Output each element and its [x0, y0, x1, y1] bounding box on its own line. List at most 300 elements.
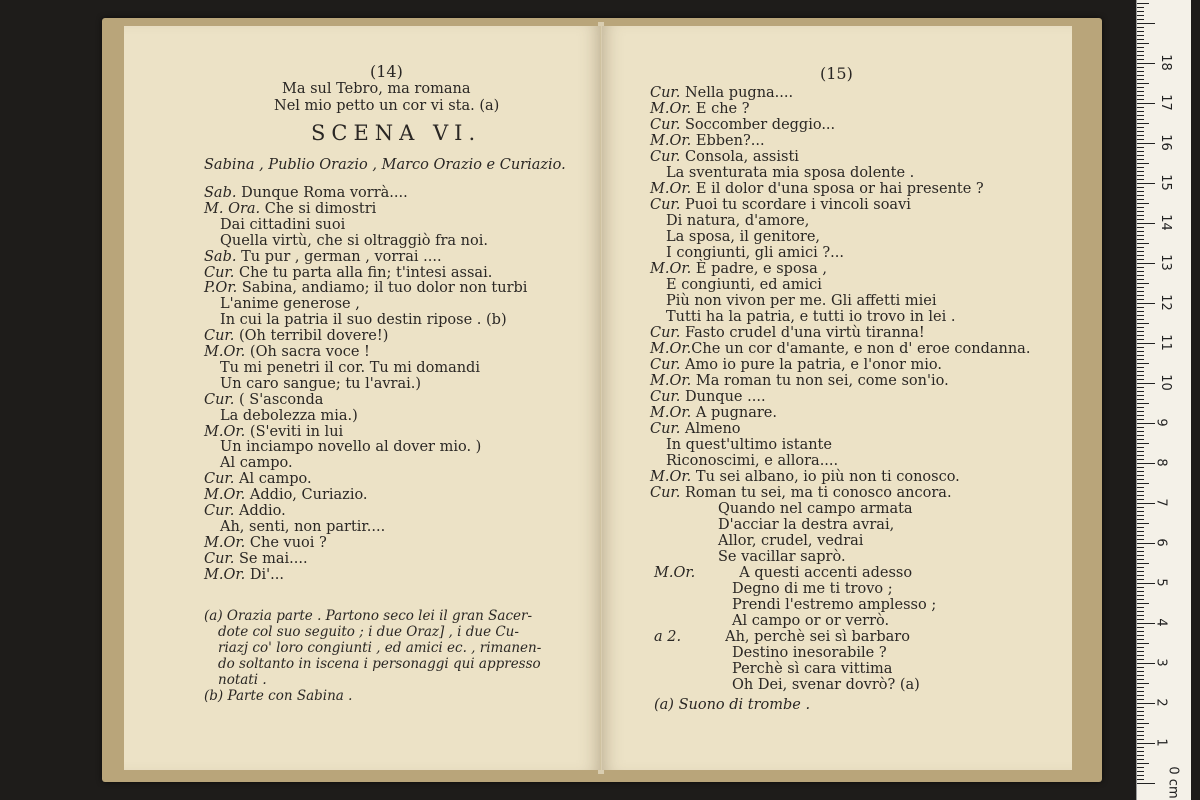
- line-text: Dai cittadini suoi: [220, 216, 346, 233]
- ruler-number: 7: [1153, 498, 1169, 507]
- ruler-tick: [1137, 51, 1144, 52]
- ruler-tick: [1137, 555, 1144, 556]
- dialogue-line: [650, 486, 952, 502]
- ruler-tick: [1137, 39, 1144, 40]
- speaker-name: M.Or.: [654, 565, 696, 581]
- speaker-name: M.Or.: [650, 341, 692, 357]
- line-text: Tu sei albano, io più non ti conosco.: [691, 469, 960, 485]
- line-text: Più non vivon per me. Gli affetti miei: [666, 293, 937, 309]
- ruler-tick: [1137, 647, 1144, 648]
- line-text: E congiunti, ed amici: [666, 277, 822, 293]
- line-text: Perchè sì cara vittima: [732, 661, 893, 677]
- ruler-tick: [1137, 231, 1144, 232]
- speaker-name: M. Ora.: [204, 200, 261, 217]
- ruler-tick: [1137, 127, 1144, 128]
- measuring-ruler: [1136, 0, 1191, 800]
- ruler-tick: [1137, 315, 1144, 316]
- dialogue-line: [204, 202, 376, 218]
- ruler-tick: [1137, 611, 1144, 612]
- dialogue-line: [220, 234, 488, 250]
- ruler-number: 3: [1153, 658, 1169, 667]
- dialogue-line: [732, 662, 892, 678]
- ruler-tick: [1137, 699, 1144, 700]
- ruler-tick: [1137, 403, 1149, 404]
- ruler-tick: [1137, 95, 1144, 96]
- speaker-name: P.Or.: [204, 280, 238, 297]
- speaker-name: Cur.: [204, 328, 235, 345]
- dialogue-line: [220, 218, 345, 234]
- line-text: Riconoscimi, e allora....: [666, 453, 839, 469]
- line-text: Consola, assisti: [680, 149, 799, 165]
- speaker-name: M.Or.: [650, 373, 692, 389]
- ruler-tick: [1137, 439, 1144, 440]
- ruler-tick: [1137, 423, 1155, 424]
- line-text: Al campo.: [234, 471, 312, 488]
- dialogue-line: [650, 406, 777, 422]
- ruler-tick: [1137, 491, 1144, 492]
- ruler-tick: [1137, 47, 1144, 48]
- line-text: E che ?: [691, 101, 750, 117]
- ruler-number: 11: [1157, 334, 1173, 351]
- dialogue-line: [666, 230, 820, 246]
- ruler-tick: [1137, 531, 1144, 532]
- line-text: A pugnare.: [691, 405, 777, 421]
- ruler-tick: [1137, 707, 1144, 708]
- dialogue-line: [666, 246, 844, 262]
- ruler-tick: [1137, 779, 1144, 780]
- speaker-name: Cur.: [204, 550, 235, 567]
- ruler-tick: [1137, 263, 1155, 264]
- ruler-tick: [1137, 771, 1144, 772]
- line-text: Quella virtù, che si oltraggiò fra noi.: [220, 232, 488, 249]
- dialogue-line: [666, 454, 838, 470]
- dialogue-line: [204, 504, 286, 520]
- ruler-tick: [1137, 139, 1144, 140]
- ruler-tick: [1137, 59, 1144, 60]
- dialogue-line: [650, 470, 960, 486]
- ruler-tick: [1137, 11, 1144, 12]
- ruler-tick: [1137, 755, 1144, 756]
- ruler-tick: [1137, 559, 1144, 560]
- ruler-tick: [1137, 247, 1144, 248]
- ruler-tick: [1137, 203, 1149, 204]
- ruler-tick: [1137, 575, 1144, 576]
- ruler-tick: [1137, 7, 1144, 8]
- speaker-name: Cur.: [650, 197, 681, 213]
- ruler-tick: [1137, 383, 1155, 384]
- ruler-tick: [1137, 767, 1144, 768]
- verse-line: Ma sul Tebro, ma romana: [282, 81, 471, 97]
- right-page: [602, 26, 1072, 770]
- character-list: Sabina , Publio Orazio , Marco Orazio e Curiazio.: [204, 157, 566, 173]
- ruler-tick: [1137, 215, 1144, 216]
- speaker-name: Cur.: [204, 503, 235, 519]
- ruler-tick: [1137, 419, 1144, 420]
- dialogue-line: [220, 440, 481, 456]
- ruler-tick: [1137, 299, 1144, 300]
- ruler-tick: [1137, 591, 1144, 592]
- dialogue-line: [650, 134, 765, 150]
- speaker-name: M.Or.: [204, 487, 246, 504]
- dialogue-line: [666, 214, 809, 230]
- dialogue-line: [650, 86, 793, 102]
- dialogue-line: [204, 266, 492, 282]
- ruler-tick: [1137, 243, 1149, 244]
- ruler-tick: [1137, 495, 1144, 496]
- ruler-tick: [1137, 515, 1144, 516]
- ruler-tick: [1137, 563, 1149, 564]
- dialogue-line: [666, 294, 937, 310]
- ruler-tick: [1137, 207, 1144, 208]
- dialogue-line: [650, 150, 799, 166]
- ruler-tick: [1137, 443, 1149, 444]
- ruler-tick: [1137, 239, 1144, 240]
- line-text: Ebben?...: [691, 133, 765, 149]
- ruler-tick: [1137, 251, 1144, 252]
- dialogue-line: [650, 118, 835, 134]
- ruler-tick: [1137, 483, 1149, 484]
- ruler-tick: [1137, 259, 1144, 260]
- ruler-tick: [1137, 599, 1144, 600]
- line-text: A questi accenti adesso: [739, 565, 913, 581]
- ruler-tick: [1137, 287, 1144, 288]
- ruler-tick: [1137, 675, 1144, 676]
- ruler-tick: [1137, 267, 1144, 268]
- line-text: Prendi l'estremo amplesso ;: [732, 597, 937, 613]
- line-text: I congiunti, gli amici ?...: [666, 245, 844, 261]
- ruler-number: 1: [1153, 738, 1169, 747]
- speaker-name: M.Or.: [204, 566, 246, 583]
- line-text: Soccomber deggio...: [680, 117, 836, 133]
- ruler-tick: [1137, 291, 1144, 292]
- ruler-tick: [1137, 23, 1155, 24]
- dialogue-line: [650, 102, 750, 118]
- ruler-tick: [1137, 75, 1144, 76]
- ruler-tick: [1137, 179, 1144, 180]
- ruler-tick: [1137, 275, 1144, 276]
- ruler-number: 8: [1153, 458, 1169, 467]
- line-text: La debolezza mia.): [220, 407, 358, 424]
- dialogue-line: [220, 377, 421, 393]
- ruler-tick: [1137, 303, 1155, 304]
- ruler-tick: [1137, 723, 1149, 724]
- ruler-tick: [1137, 111, 1144, 112]
- ruler-tick: [1137, 135, 1144, 136]
- ruler-tick: [1137, 583, 1155, 584]
- speaker-name: Sab.: [204, 185, 237, 201]
- ruler-tick: [1137, 191, 1144, 192]
- dialogue-line: [650, 358, 942, 374]
- dialogue-line: [220, 361, 480, 377]
- dialogue-line: [204, 488, 368, 504]
- ruler-tick: [1137, 607, 1144, 608]
- ruler-number: 18: [1157, 54, 1173, 71]
- line-text: Degno di me ti trovo ;: [732, 581, 893, 597]
- ruler-tick: [1137, 87, 1144, 88]
- ruler-number: 10: [1157, 374, 1173, 391]
- ruler-tick: [1137, 435, 1144, 436]
- left-page: [124, 26, 601, 770]
- ruler-tick: [1137, 679, 1144, 680]
- ruler-tick: [1137, 371, 1144, 372]
- ruler-tick: [1137, 775, 1144, 776]
- line-text: Amo io pure la patria, e l'onor mio.: [680, 357, 942, 373]
- ruler-tick: [1137, 547, 1144, 548]
- ruler-tick: [1137, 499, 1144, 500]
- ruler-tick: [1137, 99, 1144, 100]
- ruler-tick: [1137, 627, 1144, 628]
- ruler-tick: [1137, 527, 1144, 528]
- ruler-tick: [1137, 715, 1144, 716]
- line-text: Allor, crudel, vedrai: [718, 533, 864, 549]
- ruler-number: 9: [1153, 418, 1169, 427]
- dialogue-line: [650, 390, 766, 406]
- ruler-number: 2: [1153, 698, 1169, 707]
- ruler-tick: [1137, 471, 1144, 472]
- line-text: Un caro sangue; tu l'avrai.): [220, 375, 422, 392]
- line-text: Sabina, andiamo; il tuo dolor non turbi: [237, 280, 528, 297]
- line-text: (Oh sacra voce !: [245, 344, 370, 360]
- line-text: Almeno: [680, 421, 741, 437]
- speaker-name: M.Or.: [650, 133, 692, 149]
- footnote-line: (b) Parte con Sabina .: [204, 688, 353, 704]
- ruler-number: 6: [1153, 538, 1169, 547]
- ruler-tick: [1137, 455, 1144, 456]
- ruler-tick: [1137, 295, 1144, 296]
- ruler-tick: [1137, 539, 1144, 540]
- dialogue-line: [718, 550, 846, 566]
- dialogue-line: [650, 342, 1030, 358]
- ruler-tick: [1137, 523, 1149, 524]
- ruler-tick: [1137, 195, 1144, 196]
- ruler-tick: [1137, 351, 1144, 352]
- ruler-tick: [1137, 123, 1149, 124]
- ruler-tick: [1137, 311, 1144, 312]
- ruler-tick: [1137, 731, 1144, 732]
- ruler-tick: [1137, 411, 1144, 412]
- dialogue-line: [718, 502, 913, 518]
- ruler-tick: [1137, 519, 1144, 520]
- ruler-tick: [1137, 27, 1144, 28]
- page-number: (14): [370, 62, 403, 81]
- speaker-name: M.Or.: [650, 101, 692, 117]
- dialogue-line: [204, 186, 408, 202]
- ruler-tick: [1137, 571, 1144, 572]
- ruler-tick: [1137, 659, 1144, 660]
- line-text: Al campo.: [220, 455, 293, 472]
- ruler-tick: [1137, 387, 1144, 388]
- ruler-tick: [1137, 91, 1144, 92]
- ruler-tick: [1137, 735, 1144, 736]
- ruler-tick: [1137, 103, 1155, 104]
- footnote: (a) Suono di trombe .: [654, 697, 811, 713]
- line-text: La sventurata mia sposa dolente .: [666, 165, 915, 181]
- ruler-tick: [1137, 235, 1144, 236]
- dialogue-line: [220, 409, 358, 425]
- line-text: Che si dimostri: [260, 200, 377, 217]
- ruler-tick: [1137, 271, 1144, 272]
- dialogue-line: [650, 374, 949, 390]
- speaker-name: Cur.: [204, 264, 235, 281]
- ruler-number: 13: [1157, 254, 1173, 271]
- ruler-number: 14: [1157, 214, 1173, 231]
- ruler-number: 16: [1157, 134, 1173, 151]
- ruler-tick: [1137, 15, 1144, 16]
- ruler-tick: [1137, 615, 1144, 616]
- ruler-tick: [1137, 467, 1144, 468]
- footnote-line: notati .: [218, 672, 267, 688]
- ruler-tick: [1137, 551, 1144, 552]
- ruler-tick: [1137, 339, 1144, 340]
- line-text: Destino inesorabile ?: [732, 645, 887, 661]
- ruler-tick: [1137, 35, 1144, 36]
- ruler-tick: [1137, 711, 1144, 712]
- ruler-tick: [1137, 695, 1144, 696]
- dialogue-line: [650, 182, 984, 198]
- line-text: In quest'ultimo istante: [666, 437, 832, 453]
- ruler-tick: [1137, 391, 1144, 392]
- ruler-tick: [1137, 255, 1144, 256]
- line-text: Addio, Curiazio.: [245, 487, 368, 504]
- ruler-tick: [1137, 155, 1144, 156]
- line-text: Roman tu sei, ma ti conosco ancora.: [680, 485, 952, 501]
- ruler-tick: [1137, 355, 1144, 356]
- ruler-tick: [1137, 171, 1144, 172]
- dialogue-line: [732, 646, 887, 662]
- line-text: L'anime generose ,: [220, 296, 360, 313]
- ruler-tick: [1137, 683, 1149, 684]
- speaker-name: Sab.: [204, 248, 237, 265]
- speaker-name: Cur.: [650, 485, 681, 501]
- speaker-name: Cur.: [650, 149, 681, 165]
- dialogue-line: [204, 568, 284, 584]
- speaker-name: Cur.: [650, 85, 681, 101]
- line-text: Addio.: [234, 503, 286, 519]
- ruler-number: 0 cm: [1165, 766, 1181, 799]
- dialogue-line: [204, 552, 308, 568]
- ruler-tick: [1137, 131, 1144, 132]
- dialogue-line: [204, 472, 312, 488]
- ruler-tick: [1137, 623, 1155, 624]
- speaker-name: M.Or.: [650, 261, 692, 277]
- footnote-line: do soltanto in iscena i personaggi qui appresso: [218, 656, 541, 672]
- line-text: La sposa, il genitore,: [666, 229, 821, 245]
- dialogue-line: [650, 422, 741, 438]
- ruler-tick: [1137, 727, 1144, 728]
- dialogue-line: [732, 582, 893, 598]
- ruler-tick: [1137, 219, 1144, 220]
- line-text: È padre, e sposa ,: [691, 261, 827, 277]
- ruler-tick: [1137, 619, 1144, 620]
- ruler-tick: [1137, 399, 1144, 400]
- dialogue-line: [650, 262, 827, 278]
- line-text: Dunque ....: [680, 389, 766, 405]
- ruler-tick: [1137, 79, 1144, 80]
- dialogue-line: [732, 614, 889, 630]
- dialogue-line: [204, 425, 343, 441]
- ruler-tick: [1137, 327, 1144, 328]
- speaker-name: Cur.: [204, 471, 235, 488]
- speaker-name: Cur.: [650, 421, 681, 437]
- ruler-tick: [1137, 283, 1149, 284]
- dialogue-line: [204, 393, 323, 409]
- ruler-tick: [1137, 567, 1144, 568]
- ruler-tick: [1137, 379, 1144, 380]
- line-text: ( S'asconda: [234, 391, 324, 408]
- ruler-tick: [1137, 451, 1144, 452]
- ruler-tick: [1137, 643, 1149, 644]
- footnote-line: (a) Orazia parte . Partono seco lei il gran Sacer-: [204, 608, 533, 624]
- ruler-tick: [1137, 751, 1144, 752]
- ruler-tick: [1137, 759, 1144, 760]
- ruler-tick: [1137, 363, 1149, 364]
- ruler-number: 12: [1157, 294, 1173, 311]
- ruler-tick: [1137, 395, 1144, 396]
- ruler-tick: [1137, 587, 1144, 588]
- ruler-tick: [1137, 223, 1155, 224]
- ruler-tick: [1137, 331, 1144, 332]
- dialogue-line: [718, 518, 894, 534]
- dialogue-line: [220, 297, 360, 313]
- dialogue-line: [204, 250, 442, 266]
- ruler-tick: [1137, 3, 1149, 4]
- ruler-number: 4: [1153, 618, 1169, 627]
- ruler-tick: [1137, 323, 1149, 324]
- speaker-name: a 2.: [654, 629, 682, 645]
- ruler-tick: [1137, 147, 1144, 148]
- ruler-tick: [1137, 447, 1144, 448]
- ruler-tick: [1137, 367, 1144, 368]
- ruler-tick: [1137, 359, 1144, 360]
- dialogue-line: [220, 456, 293, 472]
- dialogue-line: [204, 536, 327, 552]
- ruler-tick: [1137, 115, 1144, 116]
- ruler-tick: [1137, 503, 1155, 504]
- line-text: (Oh terribil dovere!): [234, 328, 389, 345]
- dialogue-line: [220, 313, 507, 329]
- ruler-tick: [1137, 747, 1144, 748]
- ruler-tick: [1137, 119, 1144, 120]
- speaker-name: Cur.: [650, 117, 681, 133]
- ruler-tick: [1137, 703, 1155, 704]
- ruler-tick: [1137, 743, 1155, 744]
- speaker-name: Cur.: [650, 325, 681, 341]
- ruler-tick: [1137, 719, 1144, 720]
- footnote-line: dote col suo seguito ; i due Oraz] , i due Cu-: [218, 624, 519, 640]
- line-text: Puoi tu scordare i vincoli soavi: [680, 197, 911, 213]
- ruler-tick: [1137, 63, 1155, 64]
- ruler-tick: [1137, 427, 1144, 428]
- ruler-tick: [1137, 543, 1155, 544]
- ruler-tick: [1137, 479, 1144, 480]
- ruler-tick: [1137, 671, 1144, 672]
- ruler-tick: [1137, 375, 1144, 376]
- ruler-tick: [1137, 159, 1144, 160]
- ruler-tick: [1137, 143, 1155, 144]
- ruler-tick: [1137, 343, 1155, 344]
- line-text: In cui la patria il suo destin ripose . (b): [220, 312, 507, 329]
- line-text: Che vuoi ?: [245, 534, 327, 551]
- ruler-tick: [1137, 43, 1149, 44]
- ruler-tick: [1137, 507, 1144, 508]
- speaker-name: M.Or.: [650, 181, 692, 197]
- ruler-tick: [1137, 431, 1144, 432]
- ruler-tick: [1137, 579, 1144, 580]
- verse-line: Nel mio petto un cor vi sta. (a): [274, 98, 500, 114]
- line-text: Nella pugna....: [680, 85, 794, 101]
- ruler-tick: [1137, 691, 1144, 692]
- ruler-tick: [1137, 167, 1144, 168]
